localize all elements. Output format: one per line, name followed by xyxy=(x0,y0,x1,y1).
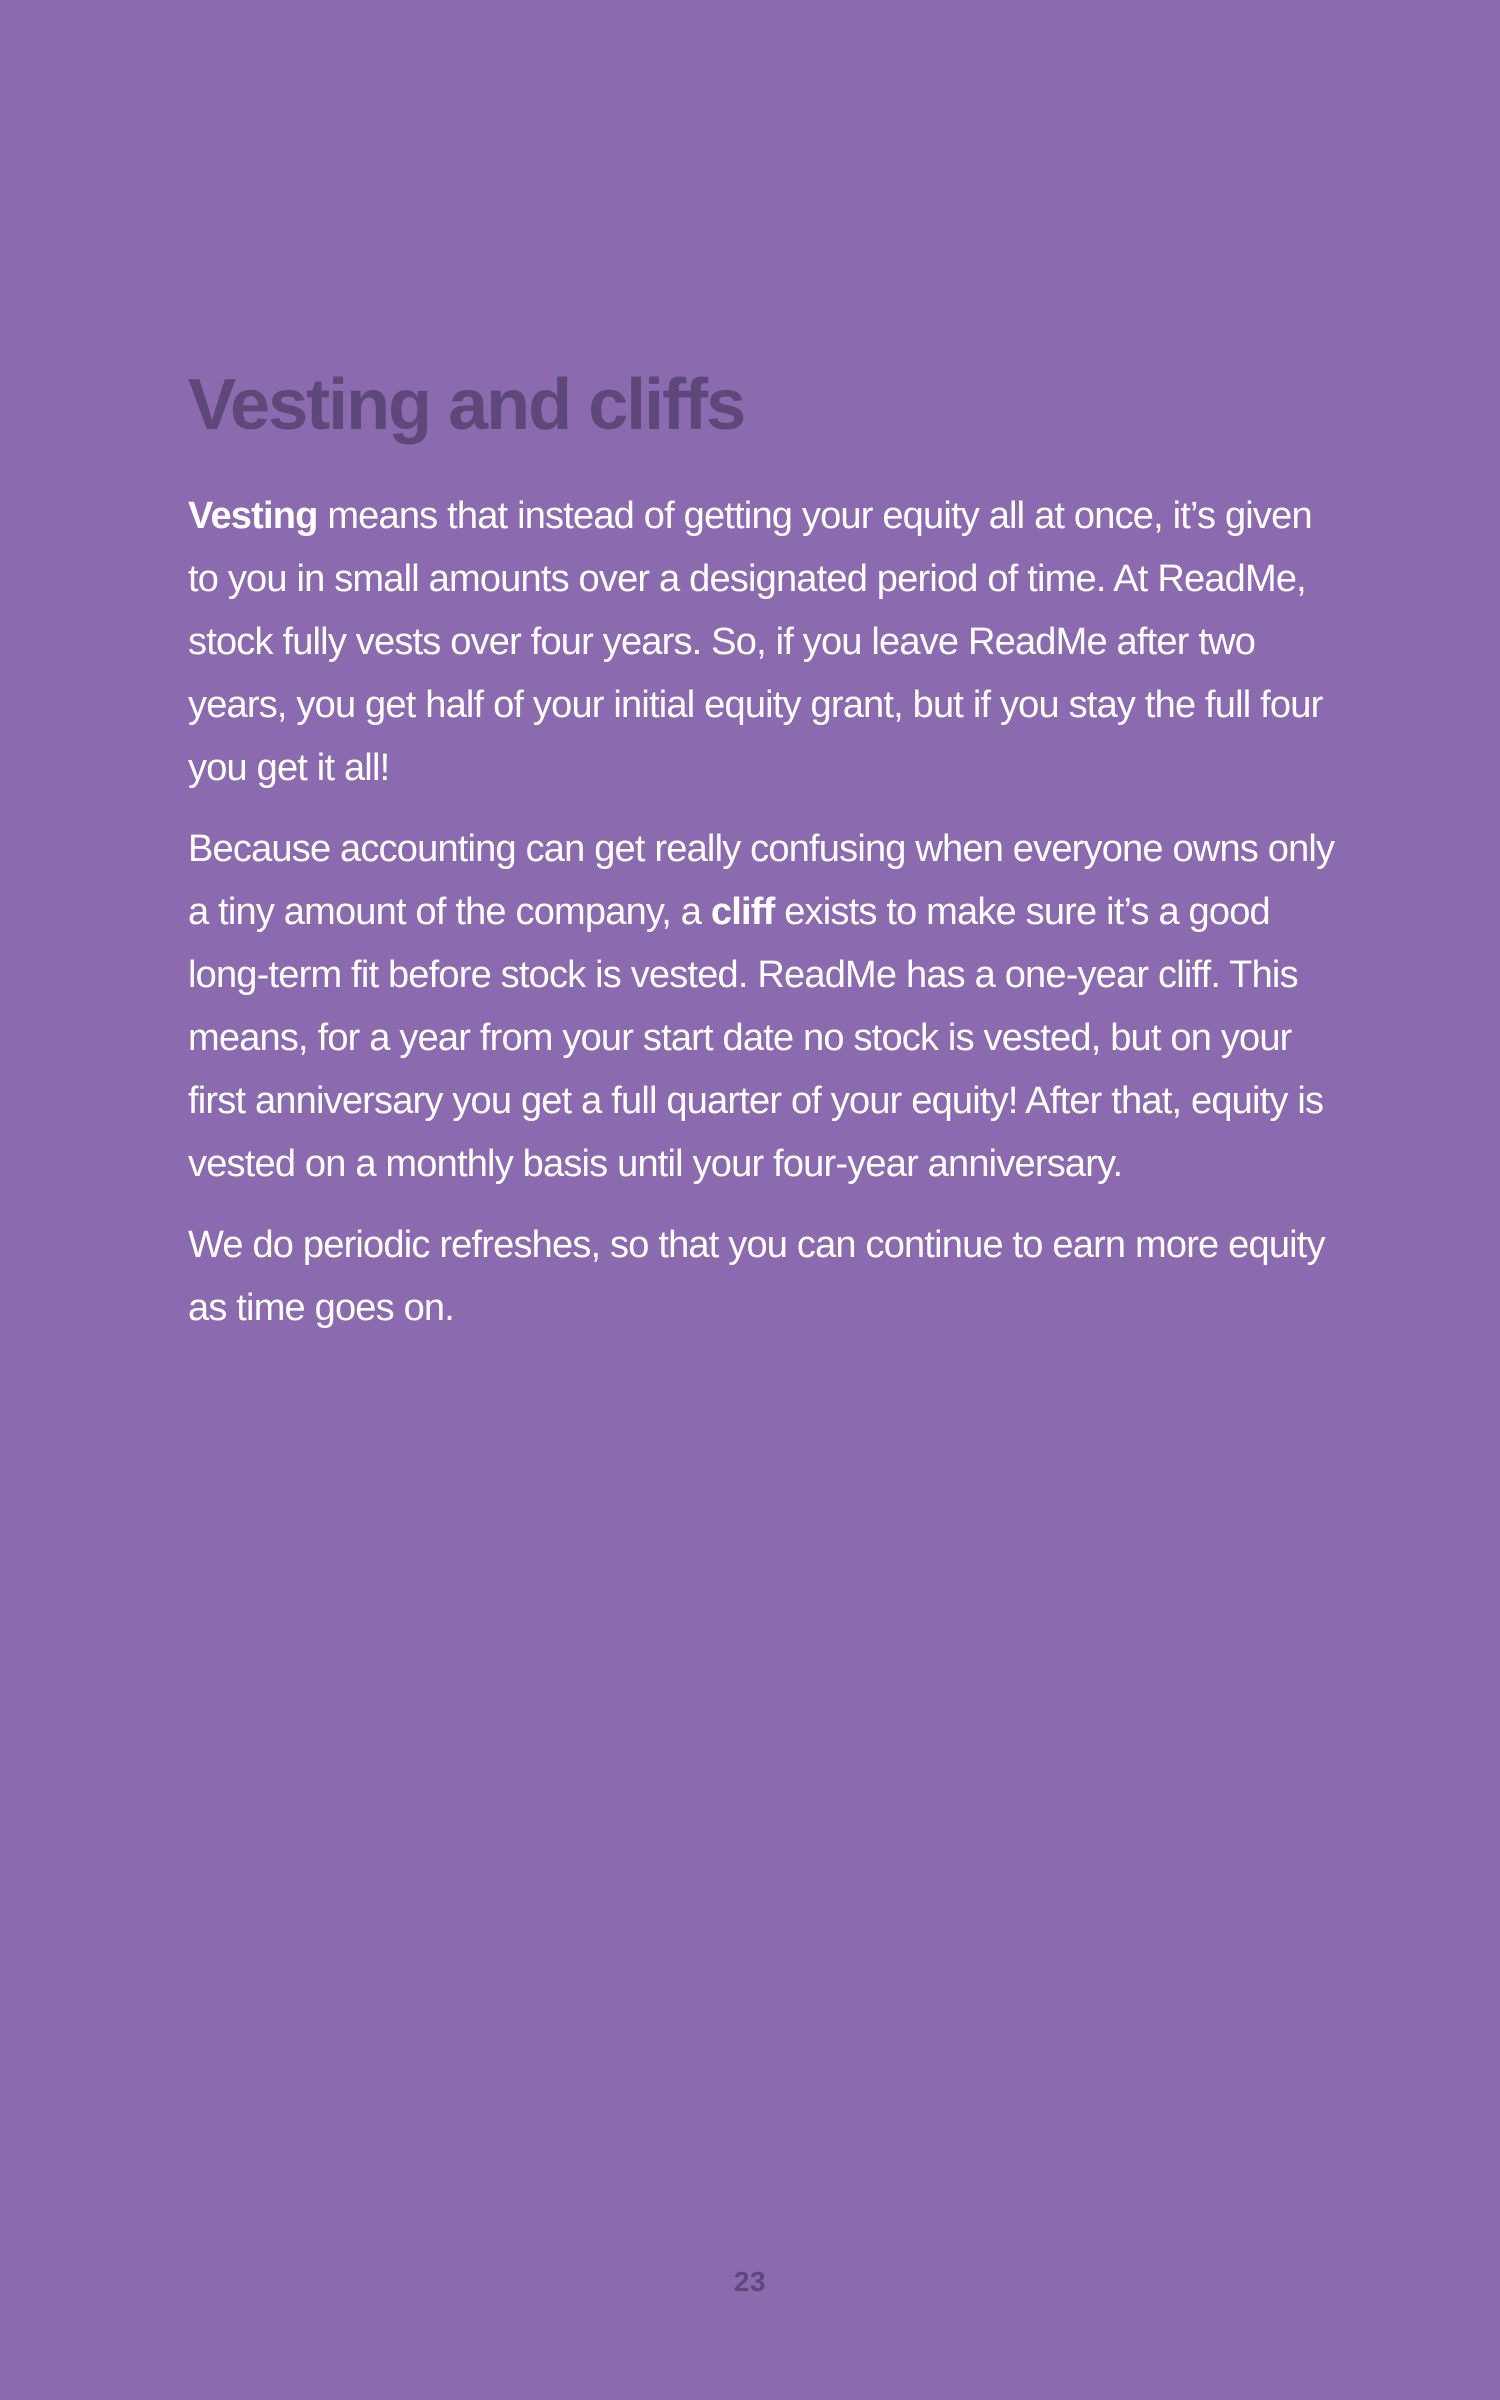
paragraph-vesting: Vesting means that instead of getting your equity all at once, it’s given to you in small amounts over a designated period of time. At ReadMe, stock fully vests over four years. So, if you leave ReadMe after two years, you get half of your initial equity grant, but if you stay the full four you get it all! xyxy=(188,494,1323,789)
page-number: 23 xyxy=(733,2266,767,2297)
body-paragraphs xyxy=(188,485,1338,1340)
page-footer xyxy=(0,2266,1500,2298)
paragraph-cliff: Because accounting can get really confusing when everyone owns only a tiny amount of the company, a cliff exists to make sure it’s a good long-term fit before stock is vested. ReadMe has a one-year cliff. This means, for a year from your start date no stock is vested, but on your first anniversary you get a full quarter of your equity! After that, equity is vested on a monthly basis until your four-year anniversary. xyxy=(188,827,1335,1185)
page-title: Vesting and cliffs xyxy=(188,365,745,445)
page-content xyxy=(188,364,1338,1358)
paragraph-refreshes: We do periodic refreshes, so that you can continue to earn more equity as time goes on. xyxy=(188,1223,1325,1329)
